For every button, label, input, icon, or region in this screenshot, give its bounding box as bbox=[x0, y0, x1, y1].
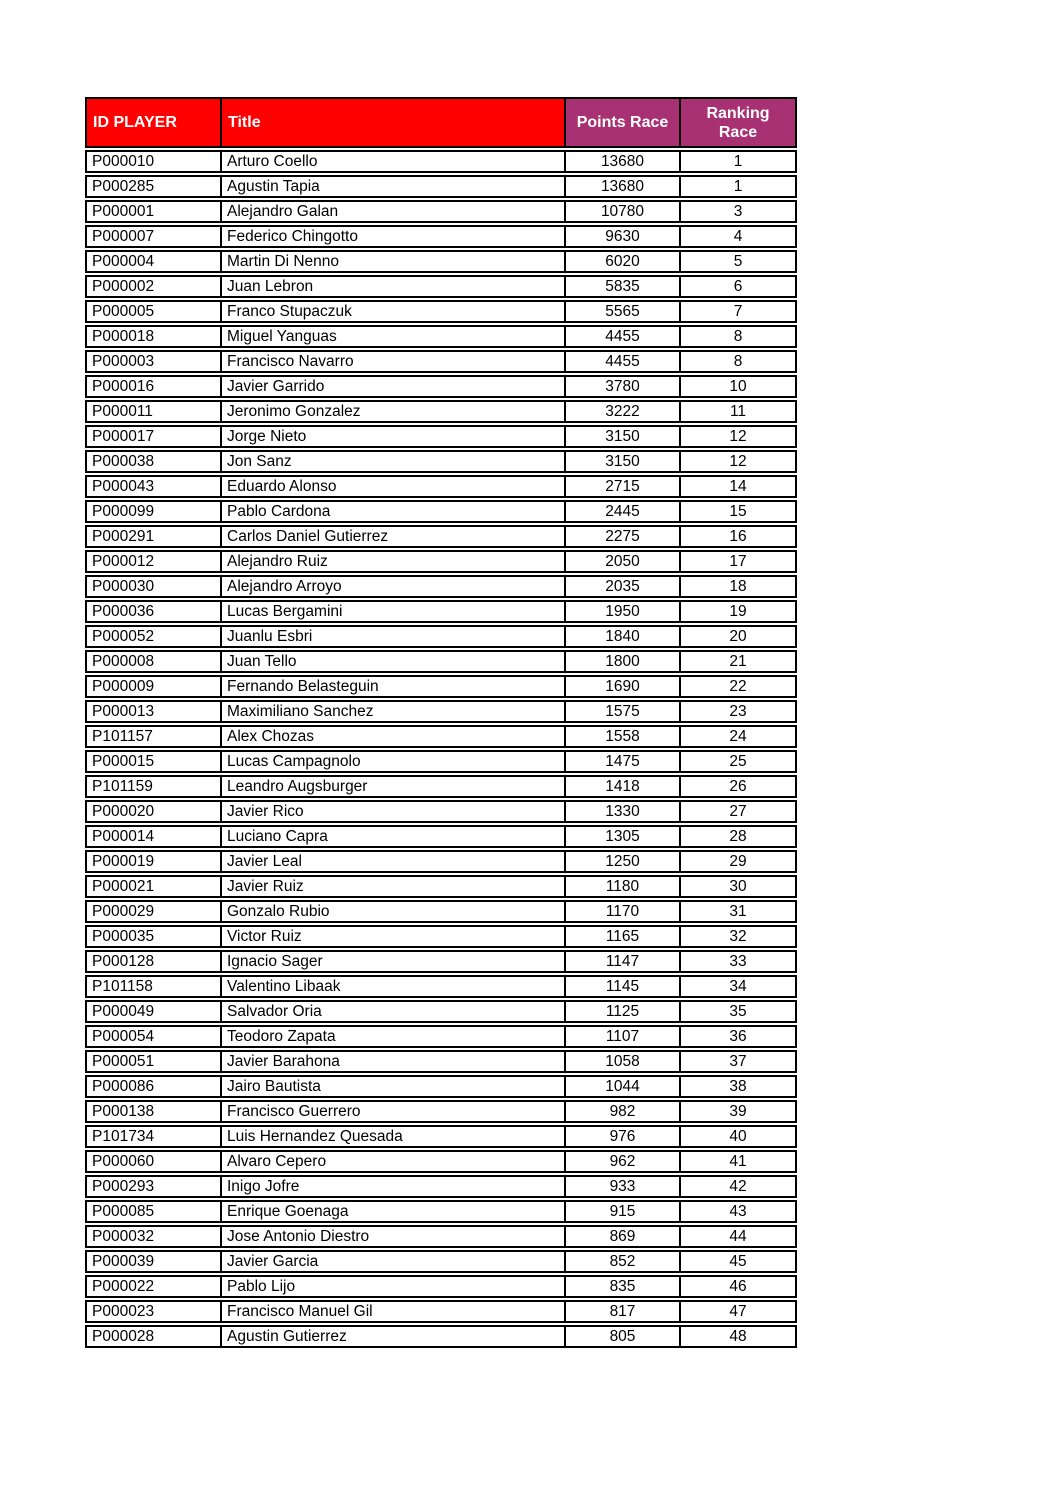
player-id-cell: P000138 bbox=[85, 1100, 222, 1123]
points-cell: 4455 bbox=[566, 350, 681, 373]
points-cell: 2715 bbox=[566, 475, 681, 498]
player-name-cell: Alejandro Arroyo bbox=[222, 575, 566, 598]
table-row bbox=[85, 1025, 797, 1048]
ranking-cell: 20 bbox=[681, 625, 797, 648]
ranking-cell: 5 bbox=[681, 250, 797, 273]
ranking-cell: 30 bbox=[681, 875, 797, 898]
player-name-cell: Leandro Augsburger bbox=[222, 775, 566, 798]
points-cell: 1250 bbox=[566, 850, 681, 873]
player-id-cell: P000291 bbox=[85, 525, 222, 548]
points-cell: 933 bbox=[566, 1175, 681, 1198]
table-row bbox=[85, 775, 797, 798]
player-id-cell: P000086 bbox=[85, 1075, 222, 1098]
player-id-cell: P000020 bbox=[85, 800, 222, 823]
table-row bbox=[85, 600, 797, 623]
ranking-cell: 25 bbox=[681, 750, 797, 773]
player-id-cell: P101157 bbox=[85, 725, 222, 748]
table-row bbox=[85, 875, 797, 898]
player-id-cell: P000010 bbox=[85, 150, 222, 173]
table-row bbox=[85, 750, 797, 773]
points-cell: 1305 bbox=[566, 825, 681, 848]
player-name-cell: Alejandro Galan bbox=[222, 200, 566, 223]
player-id-cell: P000004 bbox=[85, 250, 222, 273]
ranking-cell: 16 bbox=[681, 525, 797, 548]
table-row bbox=[85, 1325, 797, 1348]
player-id-cell: P000005 bbox=[85, 300, 222, 323]
player-name-cell: Fernando Belasteguin bbox=[222, 675, 566, 698]
ranking-cell: 11 bbox=[681, 400, 797, 423]
table-row bbox=[85, 1150, 797, 1173]
ranking-cell: 35 bbox=[681, 1000, 797, 1023]
ranking-cell: 8 bbox=[681, 325, 797, 348]
points-cell: 9630 bbox=[566, 225, 681, 248]
player-id-cell: P000029 bbox=[85, 900, 222, 923]
table-row bbox=[85, 900, 797, 923]
player-name-cell: Alex Chozas bbox=[222, 725, 566, 748]
player-name-cell: Javier Ruiz bbox=[222, 875, 566, 898]
table-row bbox=[85, 275, 797, 298]
ranking-cell: 23 bbox=[681, 700, 797, 723]
player-id-cell: P000022 bbox=[85, 1275, 222, 1298]
player-id-cell: P000052 bbox=[85, 625, 222, 648]
player-name-cell: Francisco Navarro bbox=[222, 350, 566, 373]
points-cell: 2050 bbox=[566, 550, 681, 573]
player-id-cell: P000011 bbox=[85, 400, 222, 423]
player-name-cell: Martin Di Nenno bbox=[222, 250, 566, 273]
ranking-cell: 14 bbox=[681, 475, 797, 498]
player-id-cell: P000060 bbox=[85, 1150, 222, 1173]
player-name-cell: Luis Hernandez Quesada bbox=[222, 1125, 566, 1148]
player-name-cell: Juan Tello bbox=[222, 650, 566, 673]
player-name-cell: Javier Leal bbox=[222, 850, 566, 873]
player-id-cell: P000017 bbox=[85, 425, 222, 448]
ranking-cell: 38 bbox=[681, 1075, 797, 1098]
player-id-cell: P000021 bbox=[85, 875, 222, 898]
ranking-cell: 45 bbox=[681, 1250, 797, 1273]
table-row bbox=[85, 950, 797, 973]
table-row bbox=[85, 1300, 797, 1323]
player-id-cell: P000099 bbox=[85, 500, 222, 523]
player-name-cell: Miguel Yanguas bbox=[222, 325, 566, 348]
points-cell: 1950 bbox=[566, 600, 681, 623]
points-cell: 5565 bbox=[566, 300, 681, 323]
player-id-cell: P000293 bbox=[85, 1175, 222, 1198]
table-row bbox=[85, 450, 797, 473]
points-cell: 3780 bbox=[566, 375, 681, 398]
player-id-cell: P000285 bbox=[85, 175, 222, 198]
table-row bbox=[85, 400, 797, 423]
player-name-cell: Francisco Guerrero bbox=[222, 1100, 566, 1123]
ranking-cell: 21 bbox=[681, 650, 797, 673]
table-row bbox=[85, 425, 797, 448]
player-name-cell: Javier Garrido bbox=[222, 375, 566, 398]
player-name-cell: Francisco Manuel Gil bbox=[222, 1300, 566, 1323]
ranking-cell: 27 bbox=[681, 800, 797, 823]
ranking-cell: 24 bbox=[681, 725, 797, 748]
player-id-cell: P000018 bbox=[85, 325, 222, 348]
player-name-cell: Victor Ruiz bbox=[222, 925, 566, 948]
player-name-cell: Jose Antonio Diestro bbox=[222, 1225, 566, 1248]
ranking-cell: 17 bbox=[681, 550, 797, 573]
ranking-cell: 36 bbox=[681, 1025, 797, 1048]
ranking-cell: 46 bbox=[681, 1275, 797, 1298]
player-name-cell: Enrique Goenaga bbox=[222, 1200, 566, 1223]
table-row bbox=[85, 1100, 797, 1123]
ranking-cell: 26 bbox=[681, 775, 797, 798]
points-cell: 1165 bbox=[566, 925, 681, 948]
ranking-cell: 31 bbox=[681, 900, 797, 923]
table-row bbox=[85, 675, 797, 698]
points-cell: 835 bbox=[566, 1275, 681, 1298]
ranking-cell: 42 bbox=[681, 1175, 797, 1198]
ranking-cell: 1 bbox=[681, 175, 797, 198]
player-id-cell: P000036 bbox=[85, 600, 222, 623]
player-id-cell: P000085 bbox=[85, 1200, 222, 1223]
table-row bbox=[85, 1275, 797, 1298]
ranking-cell: 18 bbox=[681, 575, 797, 598]
ranking-cell: 12 bbox=[681, 450, 797, 473]
player-name-cell: Inigo Jofre bbox=[222, 1175, 566, 1198]
ranking-cell: 43 bbox=[681, 1200, 797, 1223]
points-cell: 1840 bbox=[566, 625, 681, 648]
table-row bbox=[85, 250, 797, 273]
player-name-cell: Franco Stupaczuk bbox=[222, 300, 566, 323]
ranking-cell: 7 bbox=[681, 300, 797, 323]
player-id-cell: P000014 bbox=[85, 825, 222, 848]
points-cell: 4455 bbox=[566, 325, 681, 348]
header-row bbox=[85, 97, 797, 148]
points-cell: 852 bbox=[566, 1250, 681, 1273]
player-name-cell: Lucas Bergamini bbox=[222, 600, 566, 623]
table-row bbox=[85, 525, 797, 548]
points-cell: 6020 bbox=[566, 250, 681, 273]
ranking-cell: 47 bbox=[681, 1300, 797, 1323]
points-cell: 869 bbox=[566, 1225, 681, 1248]
table-row bbox=[85, 825, 797, 848]
ranking-cell: 28 bbox=[681, 825, 797, 848]
player-id-cell: P000032 bbox=[85, 1225, 222, 1248]
table-row bbox=[85, 850, 797, 873]
column-header-id-player: ID PLAYER bbox=[85, 97, 222, 148]
points-cell: 13680 bbox=[566, 175, 681, 198]
player-id-cell: P000001 bbox=[85, 200, 222, 223]
player-id-cell: P000012 bbox=[85, 550, 222, 573]
points-cell: 1058 bbox=[566, 1050, 681, 1073]
ranking-cell: 48 bbox=[681, 1325, 797, 1348]
points-cell: 1330 bbox=[566, 800, 681, 823]
ranking-cell: 37 bbox=[681, 1050, 797, 1073]
player-name-cell: Valentino Libaak bbox=[222, 975, 566, 998]
player-id-cell: P000008 bbox=[85, 650, 222, 673]
ranking-cell: 34 bbox=[681, 975, 797, 998]
points-cell: 2035 bbox=[566, 575, 681, 598]
table-row bbox=[85, 325, 797, 348]
player-name-cell: Arturo Coello bbox=[222, 150, 566, 173]
player-id-cell: P000023 bbox=[85, 1300, 222, 1323]
points-cell: 982 bbox=[566, 1100, 681, 1123]
points-cell: 1690 bbox=[566, 675, 681, 698]
points-cell: 915 bbox=[566, 1200, 681, 1223]
points-cell: 3150 bbox=[566, 425, 681, 448]
points-cell: 1180 bbox=[566, 875, 681, 898]
ranking-cell: 32 bbox=[681, 925, 797, 948]
ranking-cell: 29 bbox=[681, 850, 797, 873]
points-cell: 1418 bbox=[566, 775, 681, 798]
table-row bbox=[85, 225, 797, 248]
points-cell: 817 bbox=[566, 1300, 681, 1323]
player-name-cell: Juan Lebron bbox=[222, 275, 566, 298]
player-name-cell: Federico Chingotto bbox=[222, 225, 566, 248]
table-row bbox=[85, 1250, 797, 1273]
player-name-cell: Javier Barahona bbox=[222, 1050, 566, 1073]
player-id-cell: P000038 bbox=[85, 450, 222, 473]
table-row bbox=[85, 1200, 797, 1223]
points-cell: 1800 bbox=[566, 650, 681, 673]
player-name-cell: Juanlu Esbri bbox=[222, 625, 566, 648]
points-cell: 1147 bbox=[566, 950, 681, 973]
ranking-cell: 41 bbox=[681, 1150, 797, 1173]
ranking-cell: 40 bbox=[681, 1125, 797, 1148]
player-id-cell: P000015 bbox=[85, 750, 222, 773]
player-id-cell: P000043 bbox=[85, 475, 222, 498]
player-name-cell: Salvador Oria bbox=[222, 1000, 566, 1023]
points-cell: 13680 bbox=[566, 150, 681, 173]
table-row bbox=[85, 150, 797, 173]
points-cell: 976 bbox=[566, 1125, 681, 1148]
points-cell: 1558 bbox=[566, 725, 681, 748]
table-row bbox=[85, 375, 797, 398]
table-row bbox=[85, 975, 797, 998]
ranking-cell: 12 bbox=[681, 425, 797, 448]
table-body bbox=[85, 150, 797, 1348]
player-name-cell: Agustin Tapia bbox=[222, 175, 566, 198]
player-name-cell: Carlos Daniel Gutierrez bbox=[222, 525, 566, 548]
player-id-cell: P101159 bbox=[85, 775, 222, 798]
player-name-cell: Javier Rico bbox=[222, 800, 566, 823]
points-cell: 1575 bbox=[566, 700, 681, 723]
player-name-cell: Teodoro Zapata bbox=[222, 1025, 566, 1048]
ranking-cell: 39 bbox=[681, 1100, 797, 1123]
points-cell: 3150 bbox=[566, 450, 681, 473]
player-name-cell: Agustin Gutierrez bbox=[222, 1325, 566, 1348]
ranking-cell: 33 bbox=[681, 950, 797, 973]
player-id-cell: P000003 bbox=[85, 350, 222, 373]
points-cell: 2275 bbox=[566, 525, 681, 548]
player-name-cell: Pablo Cardona bbox=[222, 500, 566, 523]
player-name-cell: Eduardo Alonso bbox=[222, 475, 566, 498]
player-name-cell: Ignacio Sager bbox=[222, 950, 566, 973]
player-id-cell: P000016 bbox=[85, 375, 222, 398]
player-id-cell: P000049 bbox=[85, 1000, 222, 1023]
player-name-cell: Jorge Nieto bbox=[222, 425, 566, 448]
table-row bbox=[85, 1225, 797, 1248]
table-row bbox=[85, 300, 797, 323]
player-id-cell: P101734 bbox=[85, 1125, 222, 1148]
column-header-points-race: Points Race bbox=[566, 97, 681, 148]
table-row bbox=[85, 700, 797, 723]
column-header-title: Title bbox=[222, 97, 566, 148]
ranking-cell: 3 bbox=[681, 200, 797, 223]
ranking-cell: 1 bbox=[681, 150, 797, 173]
table-row bbox=[85, 175, 797, 198]
table-row bbox=[85, 800, 797, 823]
points-cell: 10780 bbox=[566, 200, 681, 223]
table-row bbox=[85, 1125, 797, 1148]
player-name-cell: Alejandro Ruiz bbox=[222, 550, 566, 573]
ranking-cell: 6 bbox=[681, 275, 797, 298]
player-id-cell: P000054 bbox=[85, 1025, 222, 1048]
ranking-cell: 19 bbox=[681, 600, 797, 623]
points-cell: 962 bbox=[566, 1150, 681, 1173]
player-name-cell: Lucas Campagnolo bbox=[222, 750, 566, 773]
player-name-cell: Luciano Capra bbox=[222, 825, 566, 848]
player-id-cell: P101158 bbox=[85, 975, 222, 998]
player-name-cell: Jeronimo Gonzalez bbox=[222, 400, 566, 423]
table-row bbox=[85, 350, 797, 373]
table-row bbox=[85, 725, 797, 748]
points-cell: 805 bbox=[566, 1325, 681, 1348]
points-cell: 1125 bbox=[566, 1000, 681, 1023]
player-id-cell: P000030 bbox=[85, 575, 222, 598]
player-id-cell: P000028 bbox=[85, 1325, 222, 1348]
player-id-cell: P000035 bbox=[85, 925, 222, 948]
player-name-cell: Jon Sanz bbox=[222, 450, 566, 473]
points-cell: 2445 bbox=[566, 500, 681, 523]
ranking-cell: 4 bbox=[681, 225, 797, 248]
table-row bbox=[85, 500, 797, 523]
points-cell: 1170 bbox=[566, 900, 681, 923]
points-cell: 5835 bbox=[566, 275, 681, 298]
table-row bbox=[85, 1000, 797, 1023]
player-id-cell: P000039 bbox=[85, 1250, 222, 1273]
player-name-cell: Javier Garcia bbox=[222, 1250, 566, 1273]
player-id-cell: P000009 bbox=[85, 675, 222, 698]
table-row bbox=[85, 475, 797, 498]
ranking-cell: 44 bbox=[681, 1225, 797, 1248]
player-id-cell: P000007 bbox=[85, 225, 222, 248]
player-name-cell: Maximiliano Sanchez bbox=[222, 700, 566, 723]
ranking-cell: 8 bbox=[681, 350, 797, 373]
player-id-cell: P000002 bbox=[85, 275, 222, 298]
player-id-cell: P000128 bbox=[85, 950, 222, 973]
player-name-cell: Jairo Bautista bbox=[222, 1075, 566, 1098]
table-header bbox=[85, 97, 797, 148]
points-cell: 1044 bbox=[566, 1075, 681, 1098]
table-row bbox=[85, 925, 797, 948]
table-row bbox=[85, 1175, 797, 1198]
ranking-cell: 22 bbox=[681, 675, 797, 698]
player-name-cell: Alvaro Cepero bbox=[222, 1150, 566, 1173]
player-id-cell: P000019 bbox=[85, 850, 222, 873]
table-row bbox=[85, 650, 797, 673]
points-cell: 1475 bbox=[566, 750, 681, 773]
points-cell: 3222 bbox=[566, 400, 681, 423]
ranking-cell: 15 bbox=[681, 500, 797, 523]
table-row bbox=[85, 1050, 797, 1073]
points-cell: 1145 bbox=[566, 975, 681, 998]
player-name-cell: Pablo Lijo bbox=[222, 1275, 566, 1298]
table-row bbox=[85, 575, 797, 598]
points-cell: 1107 bbox=[566, 1025, 681, 1048]
table-row bbox=[85, 200, 797, 223]
player-name-cell: Gonzalo Rubio bbox=[222, 900, 566, 923]
player-id-cell: P000013 bbox=[85, 700, 222, 723]
column-header-ranking-race: Ranking Race bbox=[681, 97, 797, 148]
table-row bbox=[85, 625, 797, 648]
player-ranking-table bbox=[85, 95, 797, 1350]
player-id-cell: P000051 bbox=[85, 1050, 222, 1073]
table-row bbox=[85, 1075, 797, 1098]
ranking-cell: 10 bbox=[681, 375, 797, 398]
table-row bbox=[85, 550, 797, 573]
